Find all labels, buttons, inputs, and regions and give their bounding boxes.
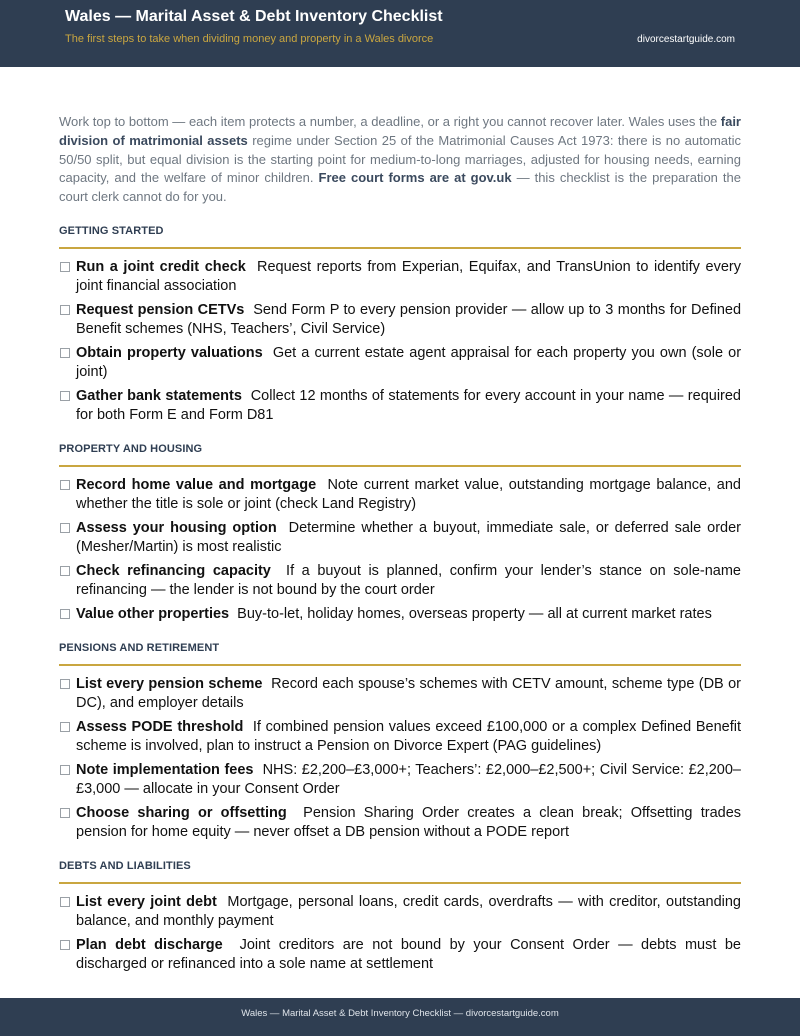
item-name: Note implementation fees <box>76 761 254 778</box>
checklist-item <box>59 675 741 713</box>
item-name: List every joint debt <box>76 893 217 910</box>
checkbox[interactable] <box>60 523 70 533</box>
item-description: Joint creditors are not bound by your Consent Order — debts must be discharged or refinanced into a sole name at settlement <box>76 936 741 972</box>
checklist-sections <box>59 225 741 974</box>
section-title: PENSIONS AND RETIREMENT <box>59 642 741 666</box>
section-title: PROPERTY AND HOUSING <box>59 443 741 467</box>
checkbox[interactable] <box>60 609 70 619</box>
checkbox[interactable] <box>60 940 70 950</box>
item-description: Mortgage, personal loans, credit cards, overdrafts — with creditor, outstanding balance, and monthly payment <box>76 893 741 929</box>
checklist-section <box>59 225 741 425</box>
checklist-content <box>59 113 741 979</box>
intro-text-1: Work top to bottom — each item protects a number, a deadline, or a right you cannot recover later. Wales uses the <box>59 114 721 129</box>
item-description: Note current market value, outstanding mortgage balance, and whether the title is sole or joint (check Land Registry) <box>76 476 741 512</box>
checklist-items <box>59 675 741 842</box>
checkbox[interactable] <box>60 480 70 490</box>
item-name: List every pension scheme <box>76 675 263 692</box>
item-description: Collect 12 months of statements for every account in your name — required for both Form E and Form D81 <box>76 387 741 423</box>
item-name: Plan debt discharge <box>76 936 223 953</box>
item-description: Record each spouse’s schemes with CETV amount, scheme type (DB or DC), and employer details <box>76 675 742 711</box>
item-name: Gather bank statements <box>76 387 242 404</box>
checklist-item <box>59 301 741 339</box>
intro-emphasis-forms: Free court forms are at gov.uk <box>318 170 512 186</box>
checklist-item <box>59 562 741 600</box>
item-description: Buy-to-let, holiday homes, overseas property — all at current market rates <box>237 605 712 622</box>
item-name: Assess PODE threshold <box>76 718 244 735</box>
item-description: Pension Sharing Order creates a clean break; Offsetting trades pension for home equity — never offset a DB pension without a PODE report <box>76 804 742 840</box>
checkbox[interactable] <box>60 348 70 358</box>
checklist-item <box>59 718 741 756</box>
checklist-section <box>59 642 741 842</box>
item-name: Record home value and mortgage <box>76 476 317 493</box>
item-name: Obtain property valuations <box>76 344 263 361</box>
item-description: Send Form P to every pension provider — allow up to 3 months for Defined Benefit schemes (NHS, Teachers’, Civil Service) <box>76 301 742 337</box>
page-header <box>0 0 800 67</box>
checkbox[interactable] <box>60 722 70 732</box>
intro-text-3: — this checklist is the preparation the court clerk cannot do for you. <box>59 170 741 205</box>
section-title: DEBTS AND LIABILITIES <box>59 860 741 884</box>
item-description: If combined pension values exceed £100,000 or a complex Defined Benefit scheme is involved, plan to instruct a Pension on Divorce Expert (PAG guidelines) <box>76 718 742 754</box>
item-name: Assess your housing option <box>76 519 277 536</box>
item-name: Request pension CETVs <box>76 301 245 318</box>
site-name: divorcestartguide.com <box>637 34 735 45</box>
intro-paragraph <box>59 113 741 207</box>
checklist-section <box>59 860 741 974</box>
checklist-items <box>59 258 741 425</box>
checkbox[interactable] <box>60 897 70 907</box>
checklist-section <box>59 443 741 624</box>
checklist-item <box>59 761 741 799</box>
checklist-item <box>59 936 741 974</box>
intro-emphasis-regime: fair division of matrimonial assets <box>59 114 741 148</box>
page-footer <box>0 998 800 1036</box>
item-name: Value other properties <box>76 605 230 622</box>
checkbox[interactable] <box>60 808 70 818</box>
checklist-item <box>59 605 741 624</box>
item-description: Determine whether a buyout, immediate sale, or deferred sale order (Mesher/Martin) is most realistic <box>76 519 741 555</box>
checklist-items <box>59 476 741 624</box>
item-name: Check refinancing capacity <box>76 562 271 579</box>
checklist-items <box>59 893 741 974</box>
checklist-item <box>59 258 741 296</box>
intro-text-2: regime under Section 25 of the Matrimonial Causes Act 1973: there is no automatic 50/50 split, but equal division is the starting point for medium-to-long marriages, adjusted for housing needs, earning capacity, and the welfare of minor children. <box>59 132 742 186</box>
document-subtitle: The first steps to take when dividing money and property in a Wales divorce <box>65 33 434 45</box>
checklist-item <box>59 387 741 425</box>
item-description: Get a current estate agent appraisal for each property you own (sole or joint) <box>76 344 742 380</box>
footer-text: Wales — Marital Asset & Debt Inventory Checklist — divorcestartguide.com <box>241 1008 559 1019</box>
checklist-item <box>59 893 741 931</box>
item-description: NHS: £2,200–£3,000+; Teachers’: £2,000–£2,500+; Civil Service: £2,200–£3,000 — allocate in your Consent Order <box>76 761 741 797</box>
section-title: GETTING STARTED <box>59 225 741 249</box>
checkbox[interactable] <box>60 679 70 689</box>
item-name: Choose sharing or offsetting <box>76 804 287 821</box>
checklist-item <box>59 804 741 842</box>
checkbox[interactable] <box>60 391 70 401</box>
checklist-item <box>59 519 741 557</box>
document-title: Wales — Marital Asset & Debt Inventory Checklist <box>65 8 443 25</box>
item-description: If a buyout is planned, confirm your lender’s stance on sole-name refinancing — the lender is not bound by the court order <box>76 562 741 598</box>
checkbox[interactable] <box>60 305 70 315</box>
checklist-item <box>59 476 741 514</box>
item-name: Run a joint credit check <box>76 258 246 275</box>
checkbox[interactable] <box>60 566 70 576</box>
checkbox[interactable] <box>60 262 70 272</box>
item-description: Request reports from Experian, Equifax, and TransUnion to identify every joint financial association <box>76 258 741 294</box>
checkbox[interactable] <box>60 765 70 775</box>
checklist-item <box>59 344 741 382</box>
